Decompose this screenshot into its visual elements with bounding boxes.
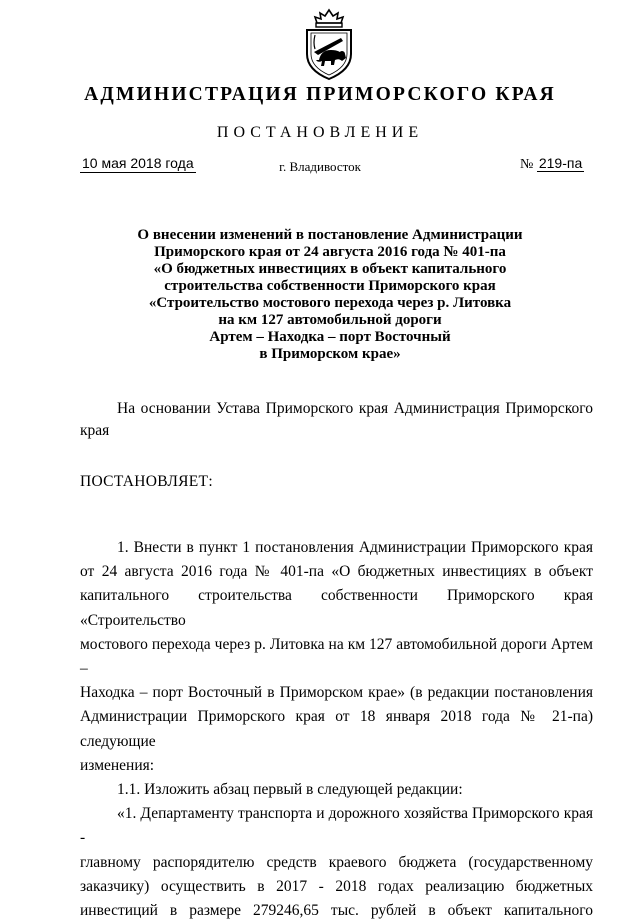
organization-name: АДМИНИСТРАЦИЯ ПРИМОРСКОГО КРАЯ bbox=[84, 84, 556, 105]
basis-paragraph bbox=[80, 398, 593, 442]
title-line: «Строительство мостового перехода через р. Литовка bbox=[148, 295, 512, 311]
title-line: О внесении изменений в постановление Администрации bbox=[137, 227, 523, 243]
body-line: изменения: bbox=[80, 756, 155, 774]
number-value: 219-па bbox=[538, 155, 583, 171]
document-body bbox=[80, 536, 593, 923]
body-line: капитального строительства собственности Приморского края «Строительство bbox=[80, 587, 593, 629]
document-type: ПОСТАНОВЛЕНИЕ bbox=[216, 124, 424, 141]
body-line: «1. Департаменту транспорта и дорожного хозяйства Приморского края - bbox=[80, 805, 593, 847]
coat-of-arms-emblem bbox=[299, 8, 359, 82]
document-title bbox=[110, 227, 550, 363]
decree-word: ПОСТАНОВЛЯЕТ: bbox=[80, 473, 213, 490]
body-line: Администрации Приморского края от 18 января 2018 года № 21-па) следующие bbox=[80, 708, 593, 750]
document-number bbox=[520, 155, 584, 173]
title-line: на км 127 автомобильной дороги bbox=[218, 312, 442, 328]
body-line: 1.1. Изложить абзац первый в следующей редакции: bbox=[117, 781, 463, 799]
title-line: строительства собственности Приморского края bbox=[164, 278, 496, 294]
title-line: Артем – Находка – порт Восточный bbox=[209, 329, 451, 345]
title-line: Приморского края от 24 августа 2016 года № 401-па bbox=[154, 244, 506, 260]
basis-line: края bbox=[80, 422, 110, 439]
body-line: Находка – порт Восточный в Приморском крае» (в редакции постановления bbox=[80, 684, 593, 702]
body-line: мостового перехода через р. Литовка на км 127 автомобильной дороги Артем – bbox=[80, 635, 593, 678]
body-line: главному распорядителю средств краевого бюджета (государственному bbox=[80, 853, 593, 871]
body-line: заказчику) осуществить в 2017 - 2018 годах реализацию бюджетных bbox=[80, 877, 593, 895]
document-date: 10 мая 2018 года bbox=[82, 155, 194, 171]
number-prefix: № bbox=[520, 157, 534, 172]
body-line: от 24 августа 2016 года № 401-па «О бюджетных инвестициях в объект bbox=[80, 563, 593, 581]
document-city: г. Владивосток bbox=[279, 159, 361, 174]
body-line: инвестиций в размере 279246,65 тыс. рублей в объект капитального bbox=[80, 902, 593, 920]
title-line: «О бюджетных инвестициях в объект капитального bbox=[153, 261, 507, 277]
title-line: в Приморском крае» bbox=[259, 346, 401, 362]
basis-line: На основании Устава Приморского края Администрация Приморского bbox=[117, 400, 593, 417]
body-line: 1. Внести в пункт 1 постановления Администрации Приморского края bbox=[117, 539, 593, 556]
